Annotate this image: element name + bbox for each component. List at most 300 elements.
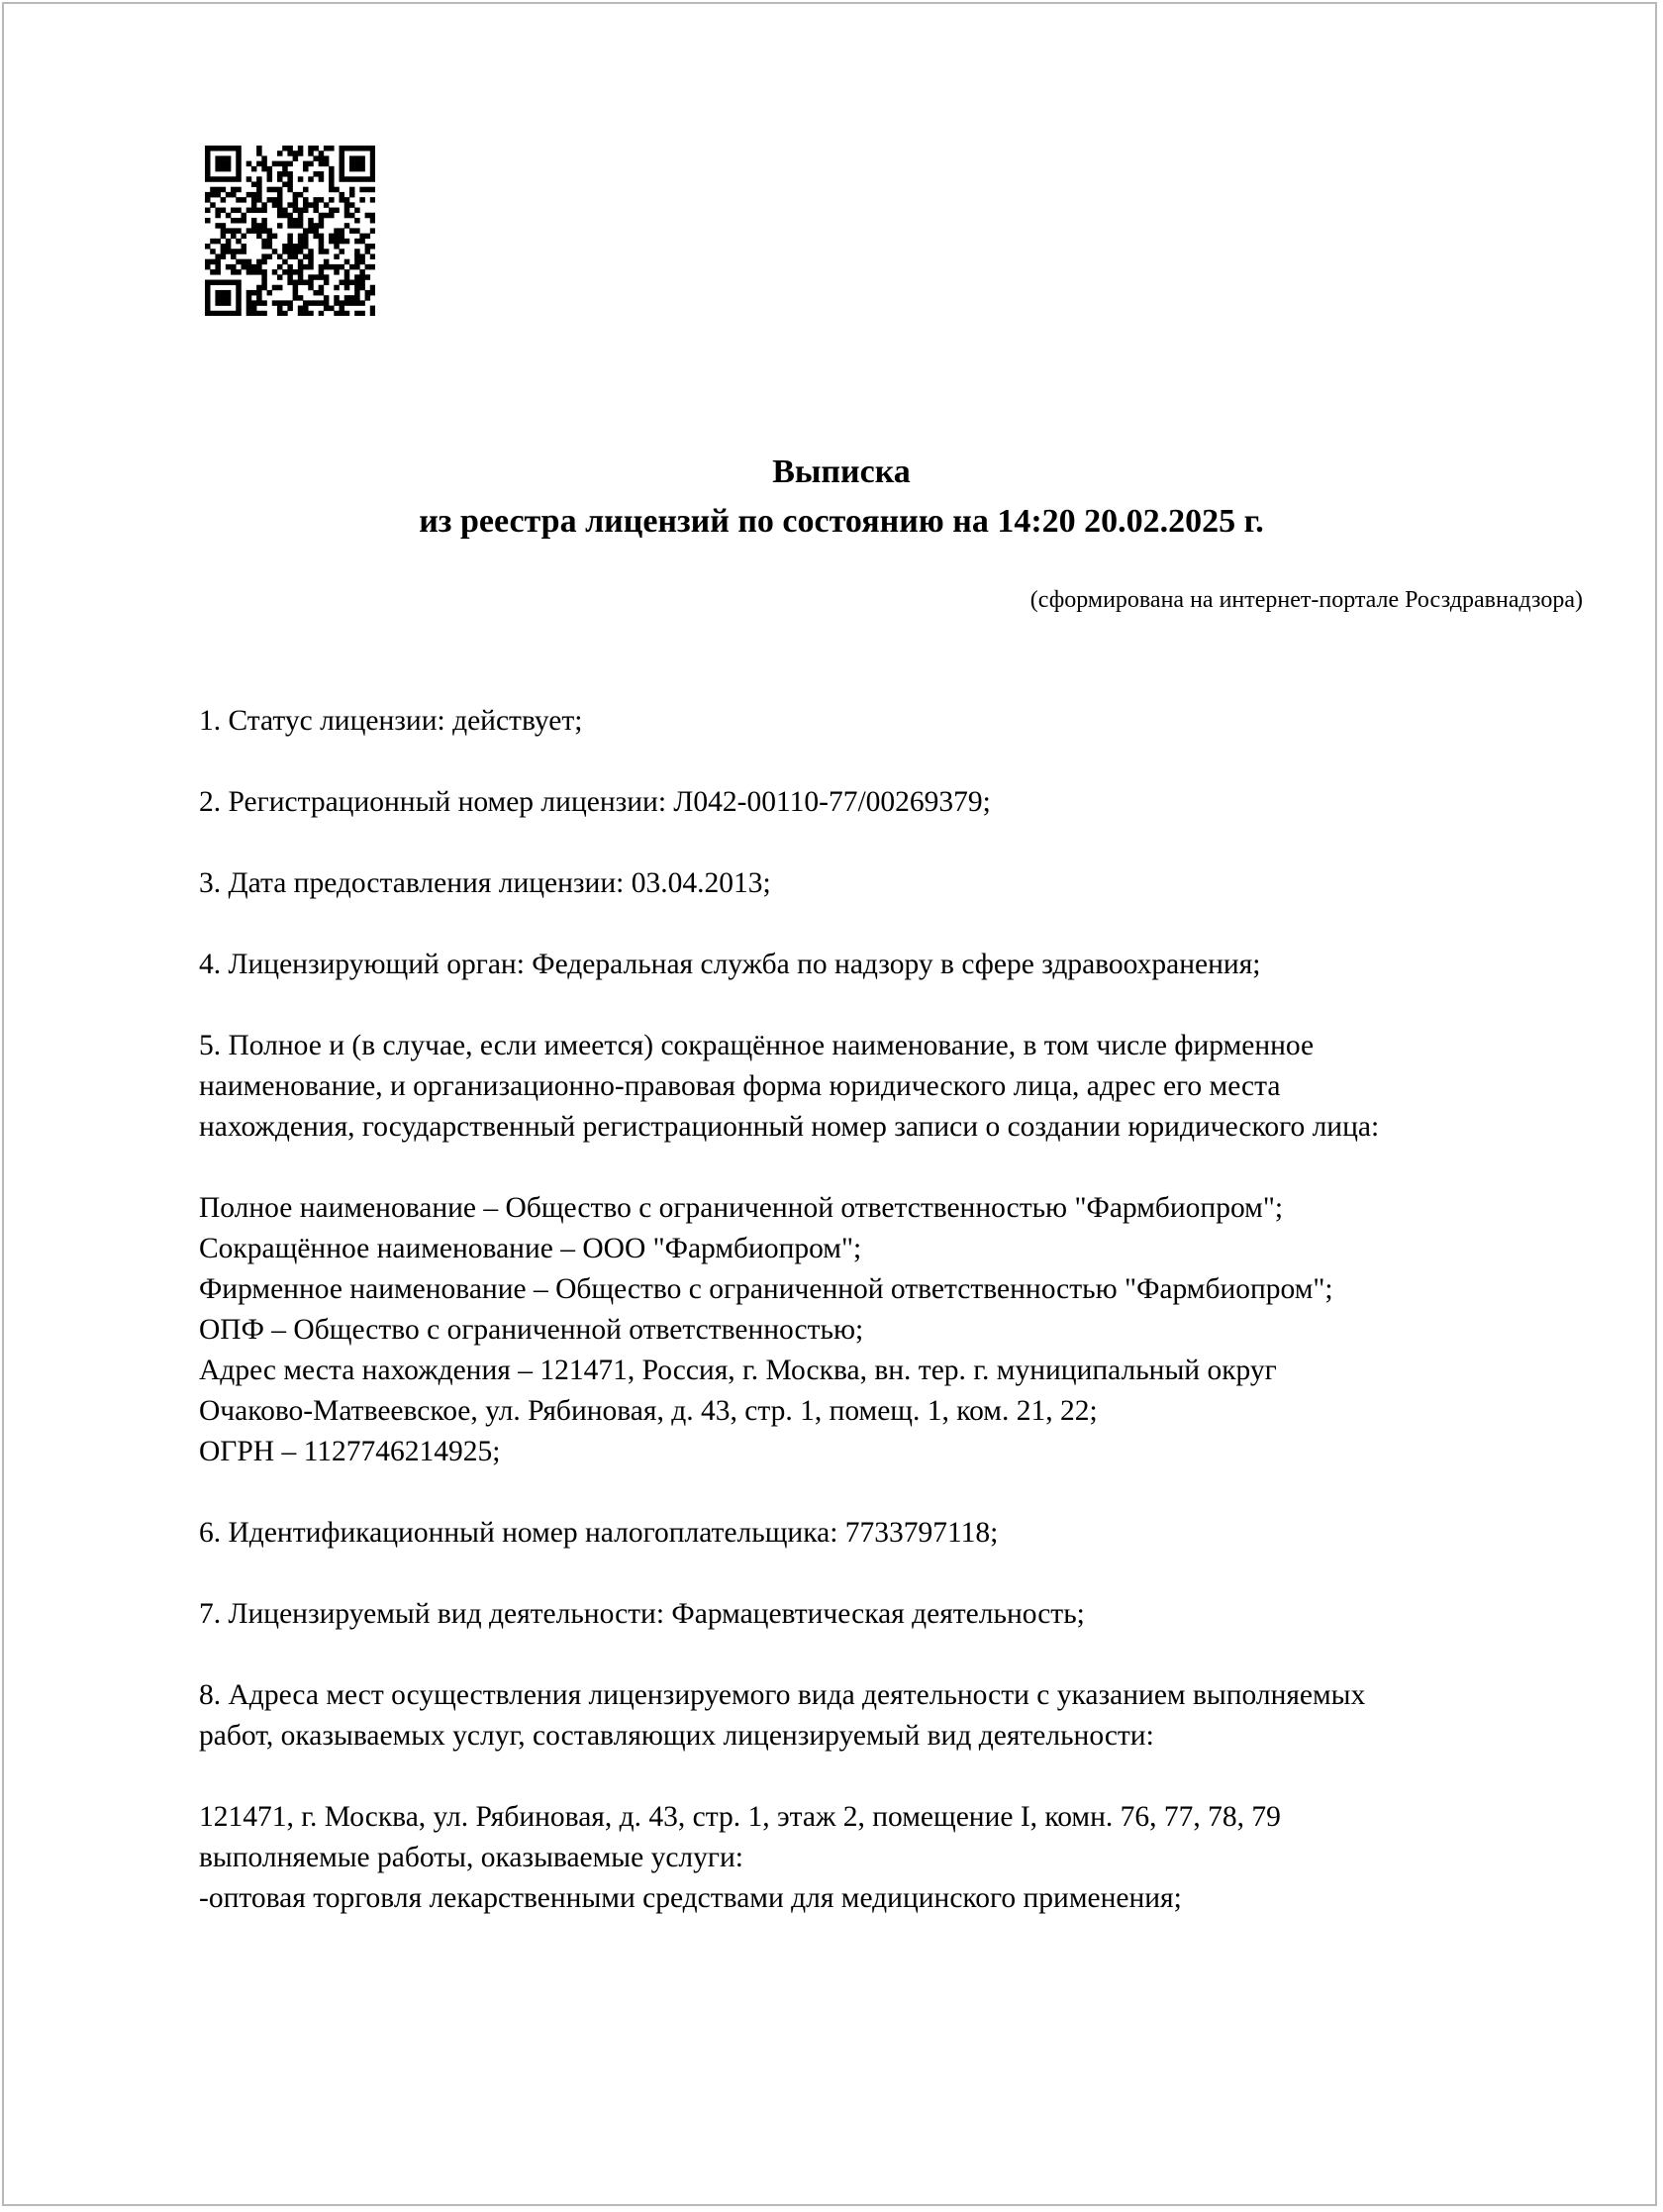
- qr-module: [303, 234, 309, 240]
- qr-module: [354, 161, 360, 167]
- qr-module: [215, 187, 221, 193]
- qr-module: [261, 228, 267, 234]
- qr-module: [215, 280, 221, 286]
- qr-module: [324, 306, 330, 312]
- qr-module: [313, 202, 319, 208]
- qr-module: [324, 155, 330, 161]
- org-short-name: Сокращённое наименование – ООО "Фармбиопром";: [199, 1233, 862, 1264]
- qr-module: [359, 155, 365, 161]
- document-body: [199, 701, 1605, 1919]
- qr-module: [298, 208, 304, 214]
- qr-module: [215, 208, 221, 214]
- qr-module: [236, 280, 242, 286]
- qr-module: [205, 151, 211, 156]
- qr-module: [293, 208, 299, 214]
- qr-module: [215, 264, 221, 270]
- qr-module: [354, 280, 360, 286]
- qr-module: [354, 228, 360, 234]
- qr-module: [313, 300, 319, 306]
- org-address-cont: Очаково-Матвеевское, ул. Рябиновая, д. 43, стр. 1, помещ. 1, ком. 21, 22;: [199, 1395, 1098, 1427]
- qr-module: [261, 218, 267, 224]
- qr-module: [349, 295, 355, 301]
- qr-module: [319, 290, 325, 296]
- org-address: Адрес места нахождения – 121471, Россия, г. Москва, вн. тер. г. муниципальный округ: [199, 1355, 1277, 1386]
- qr-module: [241, 218, 246, 224]
- qr-module: [231, 249, 237, 254]
- qr-module: [221, 300, 227, 306]
- qr-module: [226, 264, 232, 270]
- qr-module: [365, 244, 371, 250]
- qr-module: [329, 171, 335, 177]
- qr-module: [251, 290, 257, 296]
- qr-module: [261, 300, 267, 306]
- qr-module: [205, 264, 211, 270]
- qr-module: [370, 187, 375, 193]
- qr-module: [231, 264, 237, 270]
- qr-module: [236, 151, 242, 156]
- qr-module: [215, 176, 221, 182]
- qr-module: [221, 176, 227, 182]
- qr-module: [324, 259, 330, 265]
- qr-module: [308, 161, 314, 167]
- qr-module: [246, 259, 252, 265]
- qr-module: [215, 300, 221, 306]
- qr-module: [251, 223, 257, 229]
- qr-module: [287, 161, 293, 167]
- qr-module: [293, 285, 299, 291]
- qr-module: [226, 228, 232, 234]
- qr-module: [340, 197, 345, 203]
- qr-module: [226, 176, 232, 182]
- qr-module: [231, 228, 237, 234]
- qr-module: [246, 269, 252, 275]
- qr-module: [340, 239, 345, 245]
- qr-module: [261, 166, 267, 172]
- qr-module: [370, 171, 375, 177]
- qr-module: [215, 295, 221, 301]
- qr-module: [359, 274, 365, 280]
- qr-module: [246, 300, 252, 306]
- qr-module: [287, 239, 293, 245]
- qr-module: [324, 249, 330, 254]
- qr-module: [319, 234, 325, 240]
- qr-module: [324, 213, 330, 219]
- qr-module: [319, 285, 325, 291]
- qr-module: [287, 244, 293, 250]
- qr-module: [231, 218, 237, 224]
- qr-module: [282, 181, 288, 187]
- qr-module: [319, 269, 325, 275]
- qr-module: [282, 249, 288, 254]
- qr-module: [370, 151, 375, 156]
- qr-module: [319, 300, 325, 306]
- qr-module: [340, 161, 345, 167]
- qr-module: [205, 146, 211, 151]
- qr-module: [313, 146, 319, 151]
- qr-module: [340, 311, 345, 316]
- qr-module: [256, 264, 262, 270]
- qr-module: [226, 290, 232, 296]
- qr-module: [246, 192, 252, 198]
- qr-module: [256, 300, 262, 306]
- qr-module: [236, 197, 242, 203]
- qr-module: [340, 249, 345, 254]
- qr-module: [256, 181, 262, 187]
- qr-module: [251, 311, 257, 316]
- qr-module: [293, 249, 299, 254]
- qr-module: [272, 197, 278, 203]
- qr-module: [293, 223, 299, 229]
- qr-module: [334, 285, 340, 291]
- qr-module: [251, 300, 257, 306]
- qr-module: [210, 202, 216, 208]
- qr-module: [251, 208, 257, 214]
- qr-module: [215, 155, 221, 161]
- qr-module: [344, 202, 350, 208]
- qr-module: [370, 244, 375, 250]
- qr-module: [282, 269, 288, 275]
- qr-module: [287, 202, 293, 208]
- document-title-block: [0, 448, 1663, 547]
- activity-address: 121471, г. Москва, ул. Рябиновая, д. 43, стр. 1, этаж 2, помещение I, комн. 76, 77, 78, 79: [199, 1801, 1281, 1833]
- qr-module: [313, 290, 319, 296]
- qr-module: [205, 306, 211, 312]
- qr-module: [256, 187, 262, 193]
- qr-module: [370, 290, 375, 296]
- qr-module: [221, 161, 227, 167]
- qr-module: [236, 306, 242, 312]
- qr-module: [359, 259, 365, 265]
- qr-module: [221, 187, 227, 193]
- item-reg-number: 2. Регистрационный номер лицензии: Л042-00110-77/00269379;: [199, 786, 991, 818]
- qr-module: [303, 311, 309, 316]
- qr-module: [303, 187, 309, 193]
- qr-module: [287, 306, 293, 312]
- qr-module: [344, 197, 350, 203]
- qr-module: [354, 285, 360, 291]
- qr-module: [324, 264, 330, 270]
- qr-module: [256, 269, 262, 275]
- qr-module: [277, 208, 283, 214]
- qr-module: [215, 161, 221, 167]
- qr-module: [298, 295, 304, 301]
- qr-module: [236, 269, 242, 275]
- qr-module: [287, 146, 293, 151]
- qr-module: [241, 244, 246, 250]
- qr-module: [334, 208, 340, 214]
- qr-module: [282, 300, 288, 306]
- qr-module: [236, 290, 242, 296]
- qr-module: [246, 290, 252, 296]
- qr-module: [236, 285, 242, 291]
- qr-module: [293, 218, 299, 224]
- qr-module: [298, 192, 304, 198]
- org-brand-name: Фирменное наименование – Общество с ограниченной ответственностью "Фармбиопром";: [199, 1273, 1333, 1305]
- qr-module: [319, 197, 325, 203]
- qr-module: [205, 285, 211, 291]
- qr-module: [308, 151, 314, 156]
- qr-module: [261, 259, 267, 265]
- qr-module: [293, 197, 299, 203]
- qr-module: [221, 146, 227, 151]
- qr-module: [298, 269, 304, 275]
- qr-module: [370, 218, 375, 224]
- qr-module: [205, 300, 211, 306]
- qr-module: [319, 311, 325, 316]
- qr-module: [324, 300, 330, 306]
- qr-module: [324, 161, 330, 167]
- qr-module: [215, 213, 221, 219]
- qr-module: [303, 197, 309, 203]
- qr-module: [205, 244, 211, 250]
- qr-module: [210, 249, 216, 254]
- qr-module: [231, 311, 237, 316]
- qr-module: [215, 311, 221, 316]
- qr-module: [287, 218, 293, 224]
- qr-module: [267, 244, 273, 250]
- qr-module: [365, 264, 371, 270]
- qr-module: [340, 306, 345, 312]
- qr-module: [215, 192, 221, 198]
- qr-module: [210, 280, 216, 286]
- qr-module: [303, 253, 309, 259]
- qr-module: [370, 197, 375, 203]
- qr-module: [287, 176, 293, 182]
- qr-module: [319, 249, 325, 254]
- qr-module: [221, 208, 227, 214]
- qr-module: [308, 274, 314, 280]
- qr-module: [221, 166, 227, 172]
- qr-module: [205, 171, 211, 177]
- qr-module: [231, 280, 237, 286]
- qr-module: [308, 285, 314, 291]
- qr-module: [334, 295, 340, 301]
- qr-module: [226, 295, 232, 301]
- qr-module: [236, 228, 242, 234]
- qr-module: [282, 146, 288, 151]
- qr-module: [287, 274, 293, 280]
- qr-module: [344, 213, 350, 219]
- qr-module: [221, 290, 227, 296]
- qr-module: [334, 311, 340, 316]
- qr-module: [334, 228, 340, 234]
- qr-module: [303, 208, 309, 214]
- qr-module: [334, 239, 340, 245]
- qr-module: [287, 223, 293, 229]
- qr-module: [261, 208, 267, 214]
- qr-module: [313, 228, 319, 234]
- qr-module: [287, 249, 293, 254]
- qr-module: [282, 244, 288, 250]
- qr-module: [324, 274, 330, 280]
- qr-module: [246, 208, 252, 214]
- qr-module: [236, 259, 242, 265]
- qr-module: [277, 161, 283, 167]
- qr-module: [340, 264, 345, 270]
- qr-module: [261, 285, 267, 291]
- qr-module: [324, 146, 330, 151]
- qr-module: [334, 253, 340, 259]
- qr-module: [277, 151, 283, 156]
- qr-module: [226, 249, 232, 254]
- qr-module: [344, 300, 350, 306]
- qr-module: [313, 208, 319, 214]
- qr-module: [241, 264, 246, 270]
- document-title: Выписка: [772, 453, 911, 490]
- qr-module: [308, 228, 314, 234]
- qr-module: [267, 166, 273, 172]
- qr-module: [349, 192, 355, 198]
- qr-module: [287, 269, 293, 275]
- qr-module: [277, 197, 283, 203]
- qr-module: [236, 187, 242, 193]
- qr-module: [221, 228, 227, 234]
- qr-module: [261, 280, 267, 286]
- qr-module: [313, 234, 319, 240]
- qr-module: [329, 146, 335, 151]
- qr-module: [303, 244, 309, 250]
- qr-module: [298, 213, 304, 219]
- qr-module: [261, 311, 267, 316]
- qr-module: [256, 197, 262, 203]
- qr-module: [293, 202, 299, 208]
- qr-module: [319, 264, 325, 270]
- qr-module: [293, 155, 299, 161]
- qr-module: [272, 249, 278, 254]
- qr-module: [277, 202, 283, 208]
- qr-module: [246, 306, 252, 312]
- qr-module: [349, 228, 355, 234]
- qr-module: [340, 176, 345, 182]
- qr-module: [359, 300, 365, 306]
- qr-module: [256, 295, 262, 301]
- qr-module: [344, 146, 350, 151]
- qr-module: [210, 176, 216, 182]
- qr-module: [226, 213, 232, 219]
- qr-module: [267, 187, 273, 193]
- qr-module: [365, 290, 371, 296]
- qr-module: [340, 280, 345, 286]
- qr-module: [340, 234, 345, 240]
- qr-module: [293, 151, 299, 156]
- item-status: 1. Статус лицензии: действует;: [199, 705, 583, 737]
- qr-module: [308, 253, 314, 259]
- qr-module: [359, 187, 365, 193]
- qr-module: [319, 244, 325, 250]
- qr-module: [308, 218, 314, 224]
- qr-module: [267, 239, 273, 245]
- qr-module: [349, 213, 355, 219]
- qr-module: [334, 234, 340, 240]
- qr-module: [261, 274, 267, 280]
- qr-module: [261, 161, 267, 167]
- qr-module: [308, 249, 314, 254]
- qr-module: [329, 187, 335, 193]
- qr-module: [319, 151, 325, 156]
- qr-module: [246, 228, 252, 234]
- qr-module: [344, 239, 350, 245]
- qr-module: [282, 259, 288, 265]
- qr-module: [251, 264, 257, 270]
- qr-module: [359, 269, 365, 275]
- qr-module: [298, 306, 304, 312]
- qr-module: [282, 213, 288, 219]
- qr-module: [344, 208, 350, 214]
- qr-module: [308, 176, 314, 182]
- qr-module: [256, 234, 262, 240]
- item-authority: 4. Лицензирующий орган: Федеральная служба по надзору в сфере здравоохранения;: [199, 949, 1261, 980]
- qr-module: [210, 187, 216, 193]
- qr-module: [287, 280, 293, 286]
- qr-code-graphic: [205, 146, 375, 316]
- qr-module: [313, 171, 319, 177]
- qr-module: [354, 253, 360, 259]
- item5-line: 5. Полное и (в случае, если имеется) сокращённое наименование, в том числе фирменное: [199, 1030, 1315, 1061]
- org-full-name: Полное наименование – Общество с ограниченной ответственностью "Фармбиопром";: [199, 1192, 1284, 1224]
- qr-module: [319, 213, 325, 219]
- qr-module: [354, 264, 360, 270]
- qr-module: [303, 202, 309, 208]
- qr-module: [246, 311, 252, 316]
- qr-module: [354, 166, 360, 172]
- qr-module: [256, 223, 262, 229]
- qr-module: [354, 155, 360, 161]
- qr-module: [359, 311, 365, 316]
- qr-module: [256, 285, 262, 291]
- qr-module: [354, 146, 360, 151]
- qr-module: [319, 176, 325, 182]
- qr-module: [226, 166, 232, 172]
- qr-module: [236, 161, 242, 167]
- qr-module: [231, 208, 237, 214]
- qr-module: [293, 192, 299, 198]
- qr-module: [365, 274, 371, 280]
- qr-module: [226, 239, 232, 245]
- activity-services-label: выполняемые работы, оказываемые услуги:: [199, 1842, 743, 1873]
- qr-module: [319, 161, 325, 167]
- qr-module: [334, 300, 340, 306]
- qr-module: [334, 187, 340, 193]
- qr-module: [282, 311, 288, 316]
- qr-module: [261, 239, 267, 245]
- qr-module: [319, 223, 325, 229]
- qr-module: [236, 146, 242, 151]
- qr-module: [349, 280, 355, 286]
- qr-module: [308, 259, 314, 265]
- qr-module: [344, 274, 350, 280]
- qr-module: [215, 269, 221, 275]
- qr-module: [354, 239, 360, 245]
- document-subtitle: из реестра лицензий по состоянию на 14:20 20.02.2025 г.: [419, 503, 1264, 540]
- qr-module: [246, 161, 252, 167]
- qr-module: [251, 192, 257, 198]
- qr-module: [298, 259, 304, 265]
- qr-module: [340, 151, 345, 156]
- qr-module: [334, 269, 340, 275]
- qr-module: [349, 176, 355, 182]
- item5-line: нахождения, государственный регистрационный номер записи о создании юридического лица:: [199, 1111, 1380, 1143]
- qr-module: [354, 300, 360, 306]
- qr-module: [340, 146, 345, 151]
- qr-module: [287, 171, 293, 177]
- qr-module: [256, 151, 262, 156]
- qr-module: [354, 208, 360, 214]
- qr-module: [256, 161, 262, 167]
- qr-module: [282, 171, 288, 177]
- qr-module: [210, 146, 216, 151]
- qr-module: [298, 244, 304, 250]
- qr-module: [277, 176, 283, 182]
